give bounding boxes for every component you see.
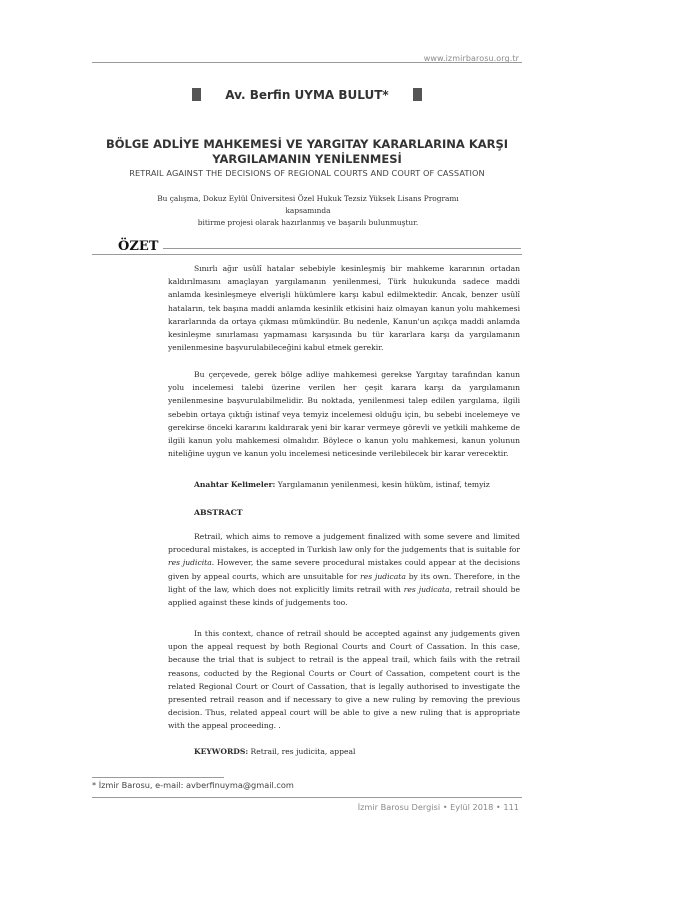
ozet-heading: ÖZET <box>118 239 159 254</box>
thesis-note <box>138 193 478 229</box>
ozet-p2-text: Bu çerçevede, gerek bölge adliye mahkemesi gerekse Yargıtay tarafından kanun yolu incelemesi talebi üzerine verilen her çeşit karara karşı da yargılamanın yenilenmesine başvurulabilmelidir. Bu noktada, yenilenmesi talep edilen yargılama, ilgili sebebin ortaya çıktığı istinaf veya temyiz incelemesi olduğu için, bu sebebi incelemeye ve gerekirse önceki kararını kaldırarak yeni bir karar vermeye görevli ve yetkili mahkeme de ilgili kanun yolu mahkemesi olmalıdır. Böylece o kanun yolu mahkemesi, kanun yolunun niteliğine uygun ve kanun yolu incelemesi neticesinde verilebilecek bir karar verecektir. <box>168 370 520 459</box>
abstract-keywords-label: KEYWORDS: <box>194 747 249 756</box>
author-footnote: * İzmir Barosu, e-mail: avberfinuyma@gmail.com <box>92 780 294 790</box>
ozet-paragraph-2 <box>168 368 520 460</box>
article-title <box>92 137 522 167</box>
author-row <box>0 86 700 104</box>
abstract-paragraph-1 <box>168 530 520 609</box>
thesis-note-line1: Bu çalışma, Dokuz Eylül Üniversitesi Özel Hukuk Tezsiz Yüksek Lisans Programı kapsamında <box>157 194 459 215</box>
footnote-divider <box>92 777 224 778</box>
page-footer: İzmir Barosu Dergisi • Eylül 2018 • 111 <box>357 802 519 812</box>
ozet-keywords-label: Anahtar Kelimeler: <box>194 480 276 489</box>
abstract-paragraph-2 <box>168 627 520 733</box>
abstract-p1-part-c: by its own. Therefore, in the light of the law, which does not explicitly limits retrail with <box>168 571 520 594</box>
abstract-p1-part-b: . However, the same severe procedural mistakes could appear at the decisions given by appeal courts, which are unsuitable for <box>168 558 521 581</box>
right-square-marker <box>413 88 422 101</box>
site-url[interactable]: www.izmirbarosu.org.tr <box>423 54 519 63</box>
article-subtitle: RETRAIL AGAINST THE DECISIONS OF REGIONAL COURTS AND COURT OF CASSATION <box>129 168 485 178</box>
abstract-p2-text: In this context, chance of retrail should be accepted against any judgements given upon the appeal request by both Regional Courts and Court of Cassation. In this case, because the trial that is subject to retrail is the appeal trail, which fails with the retrail reasons, coducted by the Regional Courts or Court of Cassation, competent court is the related Regional Court or Court of Cassation, that is legally authorised to investigate the presented retrail reason and if necessary to give a new ruling by removing the previous decision. Thus, related appeal court will be able to give a new ruling that is appropriate with the appeal proceeding. . <box>168 629 520 731</box>
abstract-p1-part-a: Retrail, which aims to remove a judgement finalized with some severe and limited procedural mistakes, is accepted in Turkish law only for the judgements that is suitable for <box>168 532 520 555</box>
footer-divider <box>92 797 522 798</box>
abstract-p1-part-d: , retrail should be applied against these kinds of judgements too. <box>168 584 520 608</box>
abstract-keywords-text: Retrail, res judicita, appeal <box>248 747 356 756</box>
thesis-note-line2: bitirme projesi olarak hazırlanmış ve başarılı bulunmuştur. <box>197 218 419 227</box>
abstract-p1-italic-2: res judicata <box>360 571 406 581</box>
ozet-p1-text: Sınırlı ağır usûlî hatalar sebebiyle kesinleşmiş bir mahkeme kararının ortadan kaldırılmasını amaçlayan yargılamanın yenilenmesi, Türk hukukunda sadece maddi anlamda kesinleşmeye elverişli hükümlere karşı kabul edilmektedir. Ancak, benzer usûlî hataların, tek başına maddi anlamda kesinlik etkisini haiz olmayan kanun yolu mahkemesi kararlarında da ortaya çıkması mümkündür. Bu nedenle, Kanun'un açıkça maddi anlamda kesinleşme sınırlaması yapmaması karşısında bu tür kararlara karşı da yargılamanın yenilenmesine başvurulabileceğini kabul etmek gerekir. <box>168 264 520 353</box>
article-title-line2: YARGILAMANIN YENİLENMESİ <box>212 152 402 166</box>
abstract-p1-italic-1: res judicita <box>168 558 212 568</box>
ozet-divider-bottom <box>92 254 522 255</box>
abstract-keywords <box>194 747 355 756</box>
author-name: Av. Berfin UYMA BULUT* <box>225 88 389 102</box>
ozet-keywords-text: Yargılamanın yenilenmesi, kesin hüküm, istinaf, temyiz <box>275 480 490 489</box>
abstract-p1-italic-3: res judicata <box>403 584 450 594</box>
article-title-line1: BÖLGE ADLİYE MAHKEMESİ VE YARGITAY KARARLARINA KARŞI <box>105 137 509 151</box>
ozet-divider-top <box>163 248 521 249</box>
ozet-keywords <box>194 480 490 489</box>
ozet-paragraph-1 <box>168 262 520 354</box>
abstract-heading: ABSTRACT <box>194 508 243 517</box>
top-divider <box>92 62 522 63</box>
